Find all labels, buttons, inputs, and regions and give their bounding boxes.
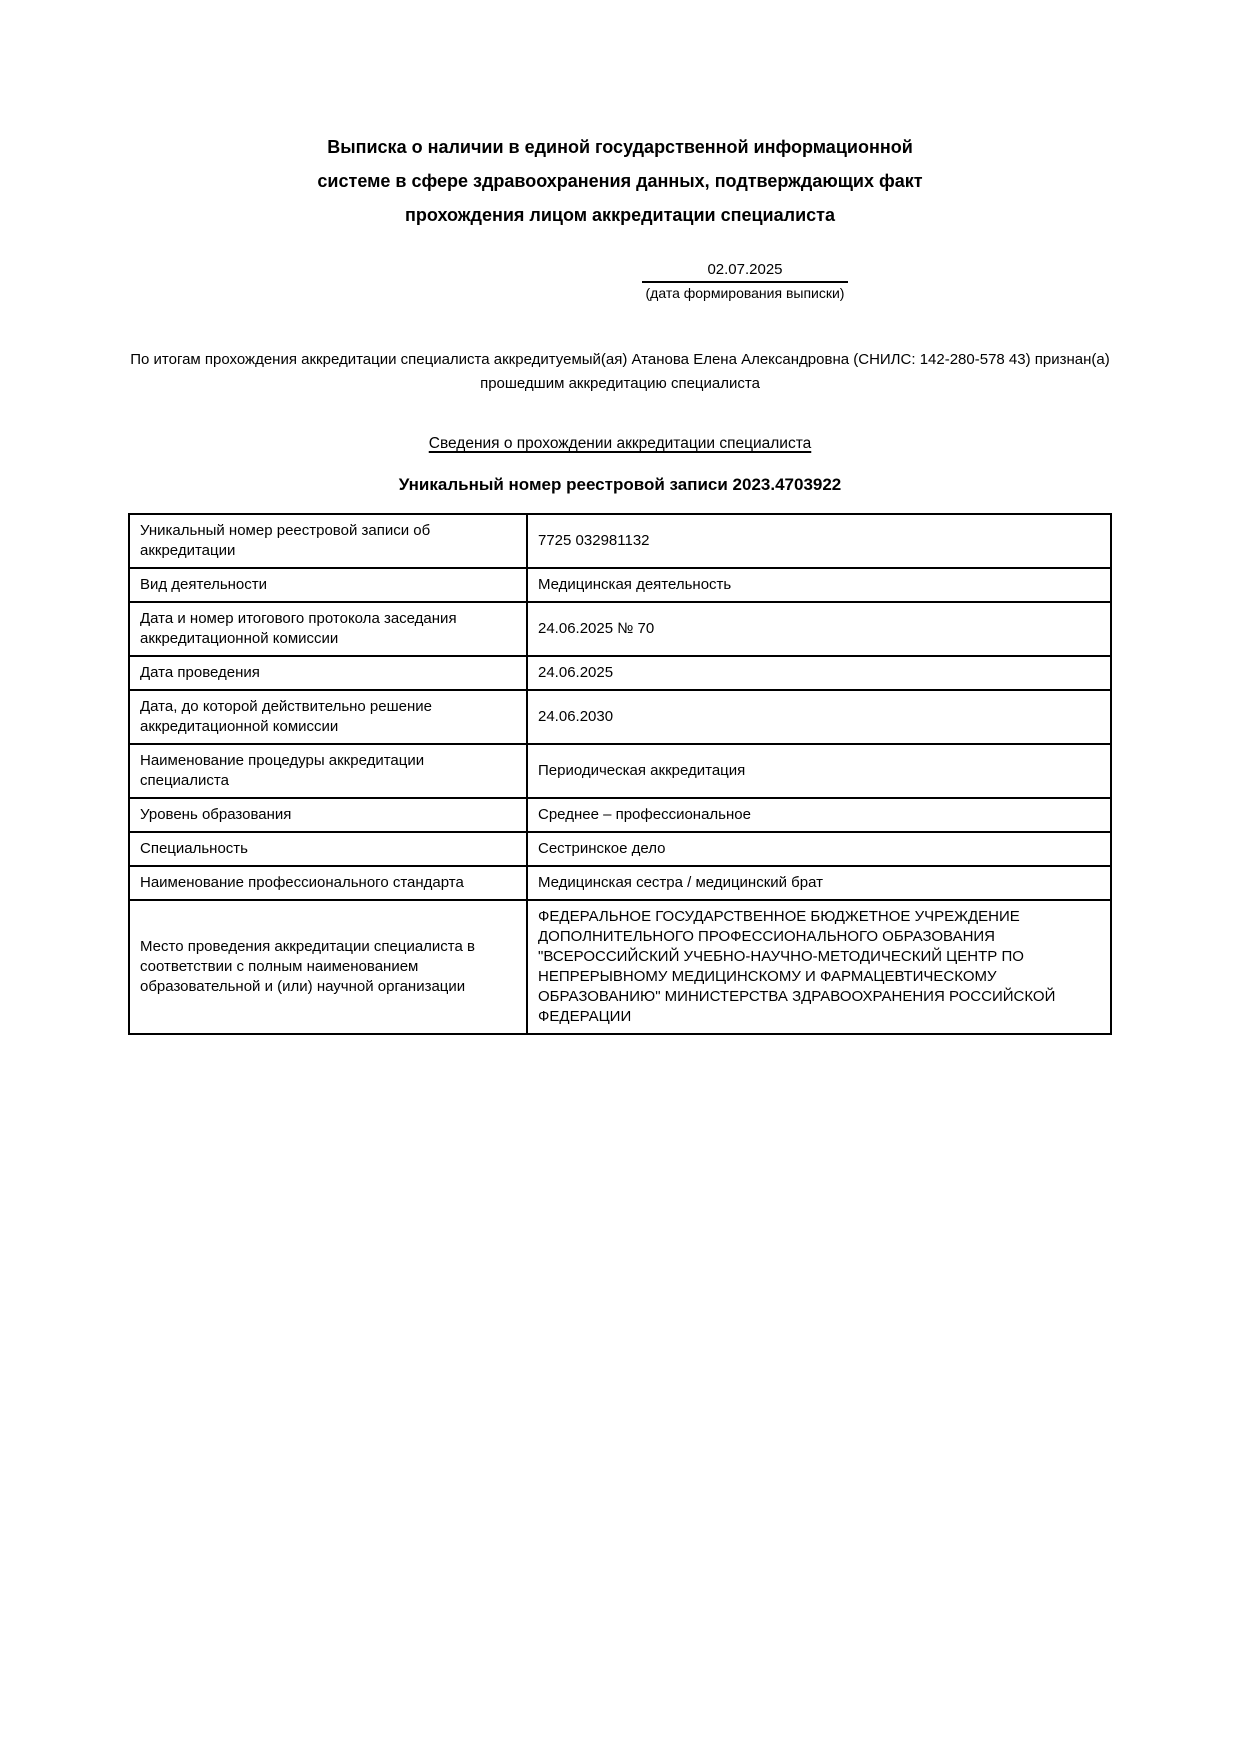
row-label: Наименование процедуры аккредитации специалиста — [129, 744, 527, 798]
section-heading-text: Сведения о прохождении аккредитации специалиста — [428, 435, 812, 452]
row-value: 24.06.2025 — [527, 656, 1111, 690]
table-row-professional-standard — [129, 866, 1111, 900]
row-label: Место проведения аккредитации специалиста в соответствии с полным наименованием образовательной и (или) научной организации — [129, 900, 527, 1034]
table-row-protocol-date-number — [129, 602, 1111, 656]
row-label: Уникальный номер реестровой записи об аккредитации — [129, 514, 527, 568]
table-row-accreditation-registry-number — [129, 514, 1111, 568]
row-label: Дата, до которой действительно решение аккредитационной комиссии — [129, 690, 527, 744]
formation-date: 02.07.2025 — [642, 260, 848, 283]
formation-date-caption: (дата формирования выписки) — [645, 285, 845, 301]
table-row-specialty — [129, 832, 1111, 866]
accreditation-table-body — [129, 514, 1111, 1034]
document-title-line-1: Выписка о наличии в единой государственной информационной — [327, 137, 913, 157]
row-value: 24.06.2030 — [527, 690, 1111, 744]
row-label: Вид деятельности — [129, 568, 527, 602]
section-heading — [0, 434, 1240, 454]
table-row-accreditation-location — [129, 900, 1111, 1034]
row-value: Медицинская деятельность — [527, 568, 1111, 602]
row-value: 7725 032981132 — [527, 514, 1111, 568]
table-row-conduct-date — [129, 656, 1111, 690]
document-title — [0, 0, 1240, 232]
row-label: Дата проведения — [129, 656, 527, 690]
registry-number-heading: Уникальный номер реестровой записи 2023.4703922 — [398, 475, 842, 494]
formation-date-block — [642, 260, 848, 302]
intro-paragraph: По итогам прохождения аккредитации специалиста аккредитуемый(ая) Атанова Елена Александровна (СНИЛС: 142-280-578 43) признан(а) прошедшим аккредитацию специалиста — [130, 351, 1110, 392]
row-value: Сестринское дело — [527, 832, 1111, 866]
row-value: 24.06.2025 № 70 — [527, 602, 1111, 656]
document-title-line-3: прохождения лицом аккредитации специалиста — [405, 205, 835, 225]
row-label: Наименование профессионального стандарта — [129, 866, 527, 900]
table-row-activity-type — [129, 568, 1111, 602]
document-title-line-2: системе в сфере здравоохранения данных, подтверждающих факт — [317, 171, 923, 191]
table-row-education-level — [129, 798, 1111, 832]
row-label: Уровень образования — [129, 798, 527, 832]
row-value: Среднее – профессиональное — [527, 798, 1111, 832]
table-row-procedure-name — [129, 744, 1111, 798]
table-row-valid-until-date — [129, 690, 1111, 744]
row-value: Медицинская сестра / медицинский брат — [527, 866, 1111, 900]
row-label: Дата и номер итогового протокола заседания аккредитационной комиссии — [129, 602, 527, 656]
row-value: Периодическая аккредитация — [527, 744, 1111, 798]
accreditation-table — [128, 513, 1112, 1035]
row-label: Специальность — [129, 832, 527, 866]
row-value: ФЕДЕРАЛЬНОЕ ГОСУДАРСТВЕННОЕ БЮДЖЕТНОЕ УЧРЕЖДЕНИЕ ДОПОЛНИТЕЛЬНОГО ПРОФЕССИОНАЛЬНОГО ОБРАЗОВАНИЯ "ВСЕРОССИЙСКИЙ УЧЕБНО-НАУЧНО-МЕТОДИЧЕСКИЙ ЦЕНТР ПО НЕПРЕРЫВНОМУ МЕДИЦИНСКОМУ И ФАРМАЦЕВТИЧЕСКОМУ ОБРАЗОВАНИЮ" МИНИСТЕРСТВА ЗДРАВООХРАНЕНИЯ РОССИЙСКОЙ ФЕДЕРАЦИИ — [527, 900, 1111, 1034]
